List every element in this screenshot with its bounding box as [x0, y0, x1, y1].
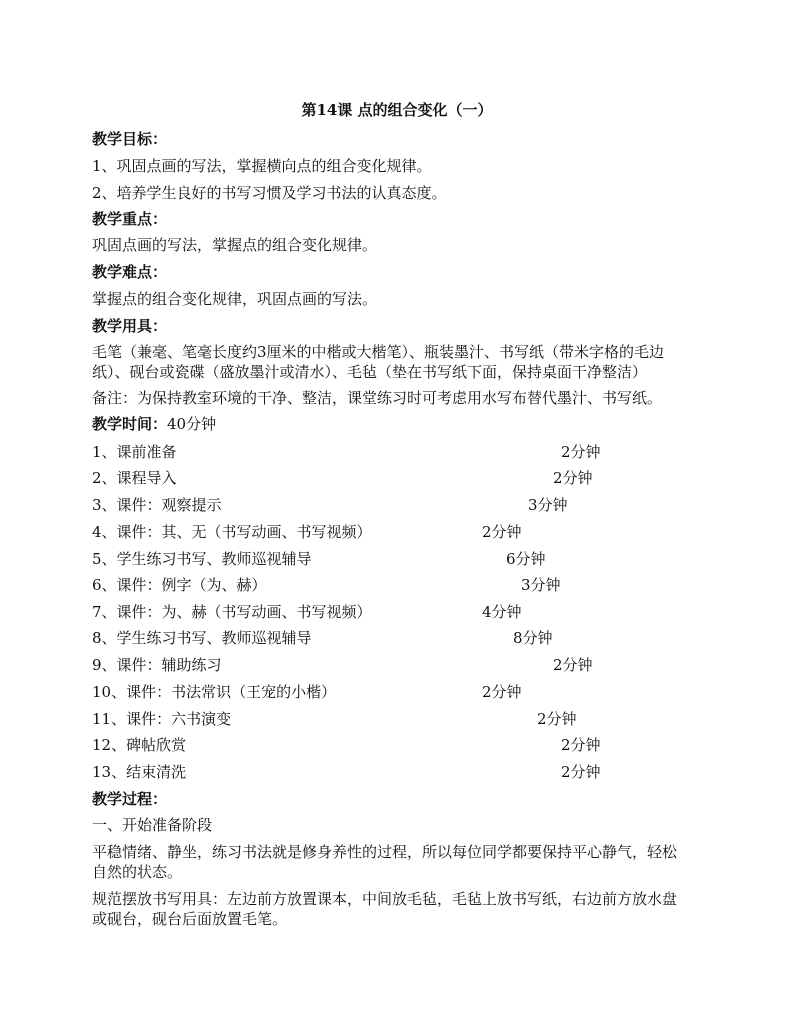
note-text: 备注：为保持教室环境的干净、整洁，课堂练习时可考虑用水写布替代墨汁、书写纸。: [92, 389, 663, 407]
goal-2: 2、培养学生良好的书写习惯及学习书法的认真态度。: [92, 184, 447, 202]
schedule-duration: 3分钟: [521, 576, 561, 594]
schedule-item: 7、课件：为、赫（书写动画、书写视频）: [92, 603, 372, 621]
step1-heading: 一、开始准备阶段: [92, 816, 213, 834]
schedule-item: 11、课件：六书演变: [92, 710, 232, 728]
schedule-duration: 2分钟: [482, 683, 522, 701]
schedule-item: 3、课件：观察提示: [92, 496, 222, 514]
goals-heading: 教学目标：: [92, 130, 168, 148]
schedule-duration: 2分钟: [553, 469, 593, 487]
schedule-duration: 2分钟: [561, 736, 601, 754]
schedule-item: 9、课件：辅助练习: [92, 656, 222, 674]
schedule-item: 12、碑帖欣赏: [92, 736, 187, 754]
schedule-item: 5、学生练习书写、教师巡视辅导: [92, 550, 312, 568]
schedule-duration: 2分钟: [482, 523, 522, 541]
schedule-duration: 3分钟: [528, 496, 568, 514]
difficult-text: 掌握点的组合变化规律，巩固点画的写法。: [92, 290, 378, 308]
process-heading: 教学过程：: [92, 790, 168, 808]
step1-paragraph-1-line-2: 自然的状态。: [92, 863, 183, 881]
schedule-item: 1、课前准备: [92, 443, 177, 461]
schedule-duration: 2分钟: [537, 710, 577, 728]
schedule-duration: 6分钟: [506, 550, 546, 568]
tools-line-1: 毛笔（兼毫、笔毫长度约3厘米的中楷或大楷笔）、瓶装墨汁、书写纸（带米字格的毛边: [92, 343, 665, 361]
time-value: 40分钟: [167, 415, 217, 433]
schedule-duration: 2分钟: [561, 443, 601, 461]
key-heading: 教学重点：: [92, 210, 168, 228]
schedule-duration: 2分钟: [553, 656, 593, 674]
schedule-item: 4、课件：其、无（书写动画、书写视频）: [92, 523, 372, 541]
page-title: 第14课 点的组合变化（一）: [301, 101, 493, 119]
schedule-item: 6、课件：例字（为、赫）: [92, 576, 267, 594]
goal-1: 1、巩固点画的写法，掌握横向点的组合变化规律。: [92, 157, 432, 175]
time-line: [92, 413, 712, 435]
step1-paragraph-1-line-1: 平稳情绪、静坐，练习书法就是修身养性的过程，所以每位同学都要保持平心静气，轻松: [92, 843, 678, 861]
schedule-duration: 2分钟: [561, 763, 601, 781]
step1-paragraph-2-line-2: 或砚台，砚台后面放置毛笔。: [92, 910, 288, 928]
tools-line-2: 纸）、砚台或瓷碟（盛放墨汁或清水）、毛毡（垫在书写纸下面，保持桌面干净整洁）: [92, 363, 648, 381]
key-text: 巩固点画的写法，掌握点的组合变化规律。: [92, 236, 378, 254]
schedule-item: 13、结束清洗: [92, 763, 187, 781]
schedule-item: 10、课件：书法常识（王宠的小楷）: [92, 683, 337, 701]
schedule-duration: 4分钟: [482, 603, 522, 621]
time-heading: 教学时间：: [92, 415, 168, 433]
schedule-item: 2、课程导入: [92, 469, 177, 487]
difficult-heading: 教学难点：: [92, 263, 168, 281]
step1-paragraph-2-line-1: 规范摆放书写用具：左边前方放置课本，中间放毛毡，毛毡上放书写纸，右边前方放水盘: [92, 890, 678, 908]
schedule-item: 8、学生练习书写、教师巡视辅导: [92, 629, 312, 647]
schedule-duration: 8分钟: [513, 629, 553, 647]
tools-heading: 教学用具：: [92, 317, 168, 335]
